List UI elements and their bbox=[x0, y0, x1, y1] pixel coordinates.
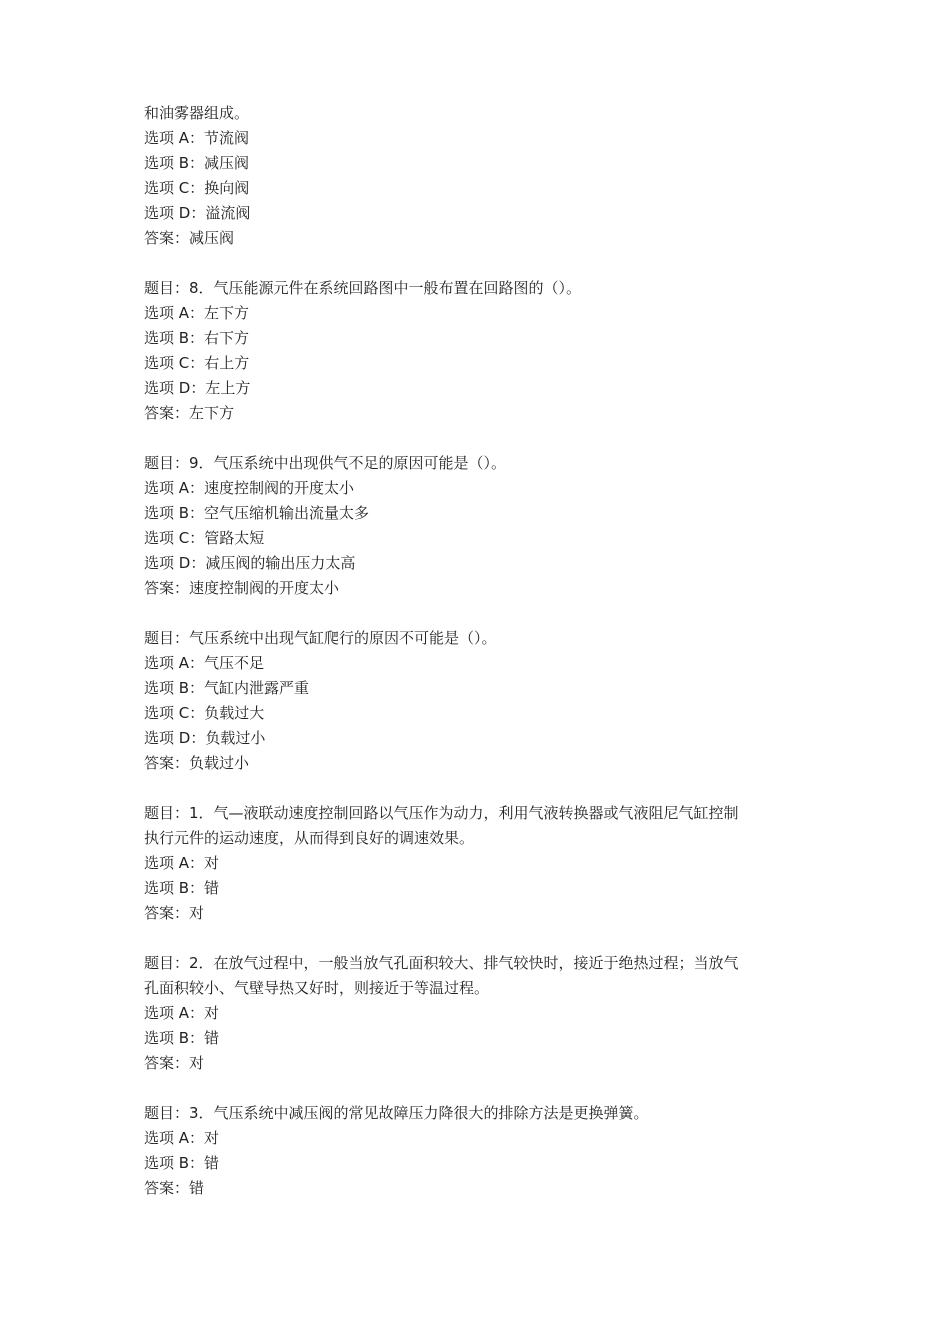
option-c: 选项 C：右上方 bbox=[144, 354, 250, 372]
answer-text: 答案：对 bbox=[144, 904, 205, 922]
option-d: 选项 D：溢流阀 bbox=[144, 204, 251, 222]
answer-text: 答案：负载过小 bbox=[144, 754, 250, 772]
answer-text: 答案：对 bbox=[144, 1054, 205, 1072]
block-spacer bbox=[144, 776, 816, 801]
question-block bbox=[144, 801, 816, 926]
question-block bbox=[144, 626, 816, 776]
option-a: 选项 A：左下方 bbox=[144, 304, 250, 322]
option-a: 选项 A：节流阀 bbox=[144, 129, 250, 147]
option-b: 选项 B：右下方 bbox=[144, 329, 250, 347]
option-a: 选项 A：对 bbox=[144, 1129, 220, 1147]
block-spacer bbox=[144, 1076, 816, 1101]
document-page bbox=[144, 101, 816, 1201]
option-a: 选项 A：速度控制阀的开度太小 bbox=[144, 479, 355, 497]
option-b: 选项 B：错 bbox=[144, 879, 220, 897]
option-b: 选项 B：空气压缩机输出流量太多 bbox=[144, 504, 370, 522]
option-a: 选项 A：气压不足 bbox=[144, 654, 265, 672]
option-c: 选项 C：负载过大 bbox=[144, 704, 265, 722]
question-block bbox=[144, 951, 816, 1076]
option-a: 选项 A：对 bbox=[144, 854, 220, 872]
answer-text: 答案：速度控制阀的开度太小 bbox=[144, 579, 340, 597]
option-b: 选项 B：错 bbox=[144, 1154, 220, 1172]
question-text: 题目：8．气压能源元件在系统回路图中一般布置在回路图的（）。 bbox=[144, 279, 582, 297]
answer-text: 答案：减压阀 bbox=[144, 229, 235, 247]
question-block bbox=[144, 101, 816, 251]
block-spacer bbox=[144, 251, 816, 276]
option-c: 选项 C：管路太短 bbox=[144, 529, 265, 547]
answer-text: 答案：左下方 bbox=[144, 404, 235, 422]
option-b: 选项 B：气缸内泄露严重 bbox=[144, 679, 310, 697]
question-text-continued: 执行元件的运动速度，从而得到良好的调速效果。 bbox=[144, 829, 475, 847]
option-b: 选项 B：减压阀 bbox=[144, 154, 250, 172]
question-text: 题目：1．气—液联动速度控制回路以气压作为动力，利用气液转换器或气液阻尼气缸控制 bbox=[144, 804, 739, 822]
option-c: 选项 C：换向阀 bbox=[144, 179, 250, 197]
option-d: 选项 D：左上方 bbox=[144, 379, 251, 397]
question-text: 题目：2．在放气过程中，一般当放气孔面积较大、排气较快时，接近于绝热过程；当放气 bbox=[144, 954, 739, 972]
question-text: 题目：9．气压系统中出现供气不足的原因可能是（）。 bbox=[144, 454, 507, 472]
option-d: 选项 D：负载过小 bbox=[144, 729, 266, 747]
question-block bbox=[144, 451, 816, 601]
answer-text: 答案：错 bbox=[144, 1179, 205, 1197]
option-a: 选项 A：对 bbox=[144, 1004, 220, 1022]
question-text: 题目：气压系统中出现气缸爬行的原因不可能是（）。 bbox=[144, 629, 497, 647]
question-block bbox=[144, 276, 816, 426]
block-spacer bbox=[144, 426, 816, 451]
question-block bbox=[144, 1101, 816, 1201]
question-text: 题目：3．气压系统中减压阀的常见故障压力降很大的排除方法是更换弹簧。 bbox=[144, 1104, 649, 1122]
block-spacer bbox=[144, 601, 816, 626]
option-d: 选项 D：减压阀的输出压力太高 bbox=[144, 554, 356, 572]
question-text-continued: 和油雾器组成。 bbox=[144, 104, 250, 122]
option-b: 选项 B：错 bbox=[144, 1029, 220, 1047]
block-spacer bbox=[144, 926, 816, 951]
question-text-continued: 孔面积较小、气壁导热又好时，则接近于等温过程。 bbox=[144, 979, 490, 997]
